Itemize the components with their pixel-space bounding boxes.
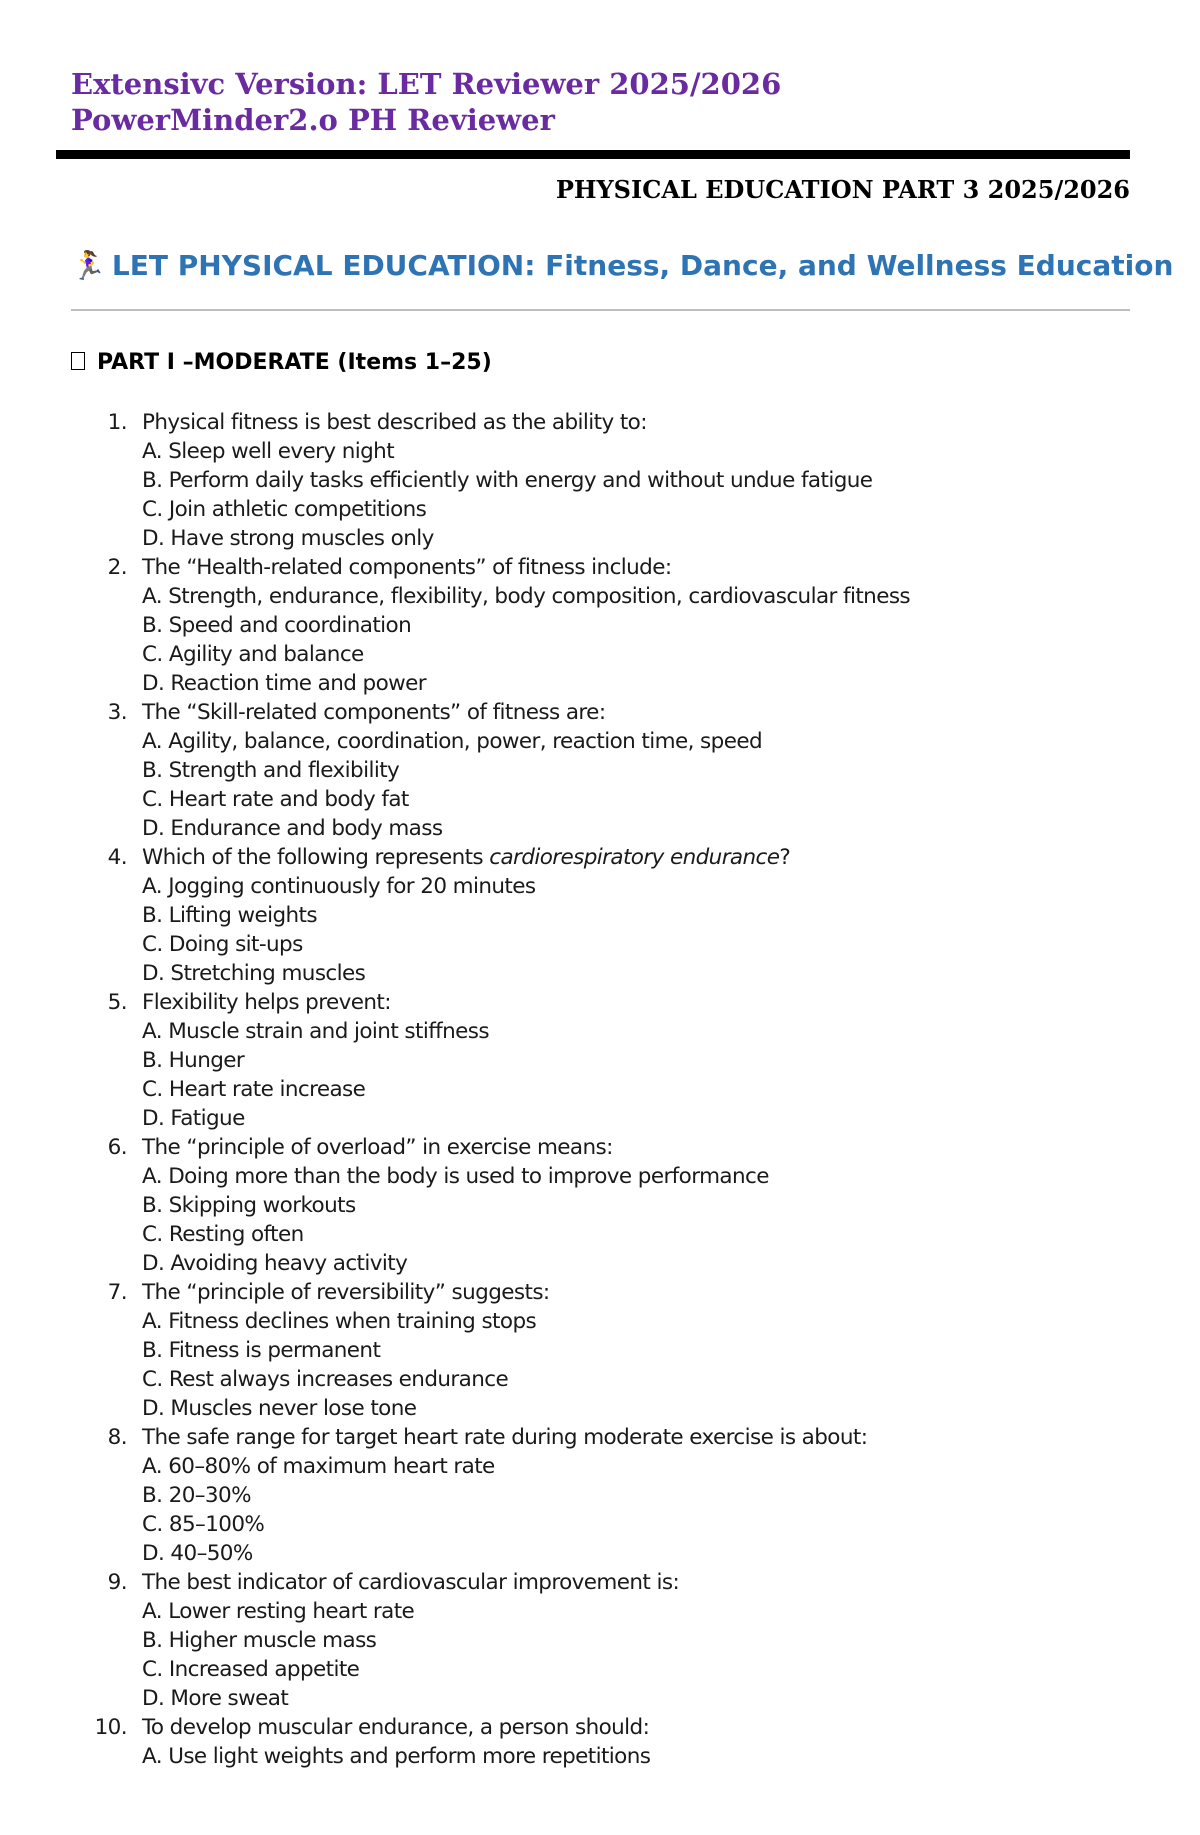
- answer-option: B. Skipping workouts: [142, 1193, 356, 1218]
- question-stem-text: Physical fitness is best described as the ability to:: [142, 410, 647, 435]
- answer-option: D. Endurance and body mass: [142, 816, 443, 841]
- question-stem-text: To develop muscular endurance, a person should:: [142, 1715, 650, 1740]
- question-item: [71, 1713, 1141, 1771]
- document-heading-text: LET PHYSICAL EDUCATION: Fitness, Dance, and Wellness Education: [111, 249, 1174, 282]
- question-stem: [142, 555, 672, 580]
- document-header: [71, 66, 781, 138]
- question-stem-text: The “principle of overload” in exercise means:: [142, 1135, 613, 1160]
- answer-option: D. Reaction time and power: [142, 671, 426, 696]
- question-number: 5.: [107, 990, 127, 1015]
- answer-option: D. Avoiding heavy activity: [142, 1251, 408, 1276]
- answer-option: B. Speed and coordination: [142, 613, 412, 638]
- answer-option: A. Agility, balance, coordination, power, reaction time, speed: [142, 729, 762, 754]
- question-item: [71, 553, 1141, 698]
- section-title-text: PART I –MODERATE (Items 1–25): [97, 350, 492, 375]
- answer-option: A. Fitness declines when training stops: [142, 1309, 537, 1334]
- answer-option: C. Rest always increases endurance: [142, 1367, 509, 1392]
- question-stem: [142, 1570, 679, 1595]
- answer-option: D. Stretching muscles: [142, 961, 366, 986]
- answer-option: A. Use light weights and perform more repetitions: [142, 1744, 651, 1769]
- question-item: [71, 1568, 1141, 1713]
- question-stem-text: The “Skill-related components” of fitness are:: [142, 700, 606, 725]
- answer-option: B. Higher muscle mass: [142, 1628, 377, 1653]
- running-woman-icon: 🏃‍♀️: [71, 249, 106, 282]
- answer-option: D. Muscles never lose tone: [142, 1396, 417, 1421]
- answer-option: B. 20–30%: [142, 1483, 251, 1508]
- answer-option: B. Strength and flexibility: [142, 758, 400, 783]
- answer-option: D. More sweat: [142, 1686, 289, 1711]
- question-number: 2.: [107, 555, 127, 580]
- question-stem: [142, 1715, 649, 1740]
- answer-option: A. Jogging continuously for 20 minutes: [142, 874, 536, 899]
- question-stem: [142, 410, 647, 435]
- question-item: [71, 1423, 1141, 1568]
- question-stem: [142, 1425, 867, 1450]
- question-number: 8.: [107, 1425, 127, 1450]
- answer-option: A. Sleep well every night: [142, 439, 395, 464]
- question-item: [71, 1133, 1141, 1278]
- answer-option: D. Have strong muscles only: [142, 526, 434, 551]
- question-stem-suffix: ?: [779, 845, 791, 870]
- answer-option: A. Doing more than the body is used to improve performance: [142, 1164, 769, 1189]
- answer-option: C. Resting often: [142, 1222, 304, 1247]
- question-stem-emphasis: cardiorespiratory endurance: [489, 845, 780, 870]
- answer-option: B. Hunger: [142, 1048, 245, 1073]
- question-number: 4.: [107, 845, 127, 870]
- answer-option: C. Increased appetite: [142, 1657, 360, 1682]
- header-line-2: PowerMinder2.o PH Reviewer: [71, 103, 555, 137]
- question-item: [71, 408, 1141, 553]
- question-stem: [142, 700, 605, 725]
- question-list: [71, 408, 1141, 1771]
- question-stem: [142, 1135, 613, 1160]
- document-heading: [71, 249, 1173, 282]
- question-item: [71, 698, 1141, 843]
- question-item: [71, 1278, 1141, 1423]
- question-stem: [142, 845, 790, 870]
- question-stem-text: The “Health-related components” of fitness include:: [142, 555, 672, 580]
- answer-option: B. Lifting weights: [142, 903, 317, 928]
- question-number: 10.: [94, 1715, 127, 1740]
- question-number: 7.: [107, 1280, 127, 1305]
- answer-option: C. Doing sit-ups: [142, 932, 303, 957]
- question-stem-text: The safe range for target heart rate during moderate exercise is about:: [142, 1425, 868, 1450]
- answer-option: B. Perform daily tasks efficiently with energy and without undue fatigue: [142, 468, 873, 493]
- answer-option: C. Heart rate increase: [142, 1077, 366, 1102]
- question-number: 9.: [107, 1570, 127, 1595]
- answer-option: C. Agility and balance: [142, 642, 364, 667]
- header-divider: [56, 150, 1130, 159]
- answer-option: A. Muscle strain and joint stiffness: [142, 1019, 489, 1044]
- answer-option: A. Strength, endurance, flexibility, body composition, cardiovascular fitness: [142, 584, 911, 609]
- answer-option: D. Fatigue: [142, 1106, 245, 1131]
- section-title: [71, 350, 492, 375]
- answer-option: A. 60–80% of maximum heart rate: [142, 1454, 495, 1479]
- question-stem-text: Which of the following represents: [142, 845, 490, 870]
- question-stem-text: The “principle of reversibility” suggests:: [142, 1280, 550, 1305]
- answer-option: C. Heart rate and body fat: [142, 787, 409, 812]
- question-item: [71, 988, 1141, 1133]
- answer-option: B. Fitness is permanent: [142, 1338, 381, 1363]
- question-item: [71, 843, 1141, 988]
- empty-box-icon: [71, 352, 85, 370]
- part-title: PHYSICAL EDUCATION PART 3 2025/2026: [555, 175, 1130, 204]
- answer-option: C. Join athletic competitions: [142, 497, 427, 522]
- question-stem: [142, 1280, 550, 1305]
- question-stem-text: Flexibility helps prevent:: [142, 990, 391, 1015]
- question-stem: [142, 990, 391, 1015]
- question-number: 1.: [107, 410, 127, 435]
- question-stem-text: The best indicator of cardiovascular improvement is:: [142, 1570, 680, 1595]
- answer-option: D. 40–50%: [142, 1541, 253, 1566]
- answer-option: C. 85–100%: [142, 1512, 265, 1537]
- answer-option: A. Lower resting heart rate: [142, 1599, 415, 1624]
- question-number: 6.: [107, 1135, 127, 1160]
- heading-divider: [71, 309, 1130, 311]
- question-number: 3.: [107, 700, 127, 725]
- header-line-1: Extensivc Version: LET Reviewer 2025/2026: [71, 67, 782, 101]
